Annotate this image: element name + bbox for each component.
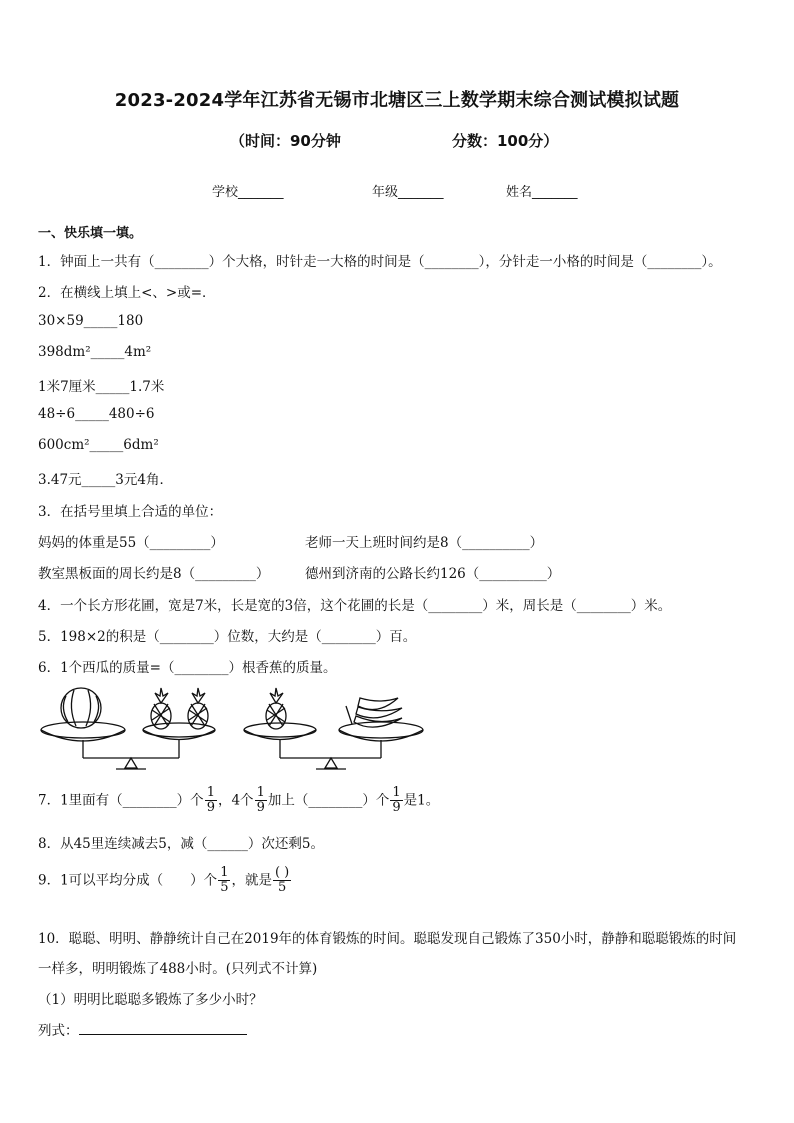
fraction: $\frac{1}{5}$ [220, 865, 229, 896]
question-6: 6．1个西瓜的质量=（________）根香蕉的质量。 [38, 660, 337, 676]
question-10-sub-1: （1）明明比聪聪多锻炼了多少小时？ [38, 992, 263, 1008]
grade-field: 年级_______ [372, 185, 444, 200]
exam-score: 分数：100分） [452, 132, 559, 150]
page-title: 2023-2024学年江苏省无锡市北塘区三上数学期末综合测试模拟试题 [114, 90, 680, 111]
question-2-item: 1米7厘米_____1.7米 [38, 379, 165, 395]
q9-text: ，就是 [231, 872, 272, 889]
question-4: 4．一个长方形花圃，宽是7米，长是宽的3倍，这个花圃的长是（________）米，周长是（________）米。 [38, 598, 672, 614]
fraction: $\frac{1}{9}$ [256, 785, 265, 816]
question-3-a: 妈妈的体重是55（_________） [38, 535, 224, 551]
q7-text: 加上（________）个 [267, 792, 390, 809]
question-8: 8．从45里连续减去5，减（______）次还剩5。 [38, 836, 324, 852]
question-5: 5．198×2的积是（________）位数，大约是（________）百。 [38, 629, 417, 645]
school-field: 学校_______ [212, 185, 284, 200]
question-2-stem: 2．在横线上填上<、>或=． [38, 285, 216, 301]
question-10-line-1: 10．聪聪、明明、静静统计自己在2019年的体育锻炼的时间。聪聪发现自己锻炼了350小时，静静和聪聪锻炼的时间 [38, 931, 737, 947]
question-3-stem: 3．在括号里填上合适的单位： [38, 504, 223, 520]
question-2-item: 398dm²_____4m² [38, 344, 152, 360]
question-1: 1．钟面上一共有（________）个大格，时针走一大格的时间是（________），分针走一小格的时间是（________）。 [38, 254, 722, 270]
question-3-c: 教室黑板面的周长约是8（_________） [38, 566, 270, 582]
fraction: $\frac{1}{9}$ [206, 785, 215, 816]
answer-blank[interactable] [79, 1020, 247, 1035]
section-heading: 一、快乐填一填。 [38, 226, 143, 241]
answer-label: 列式： [38, 1023, 79, 1039]
fraction: $\frac{( )}{5}$ [274, 865, 290, 896]
q9-text: 9．1可以平均分成（ ）个 [38, 872, 218, 889]
q7-text: 7．1里面有（________）个 [38, 792, 204, 809]
question-2-item: 3.47元_____3元4角． [38, 472, 173, 488]
balance-scale-illustration [36, 684, 426, 776]
question-2-item: 30×59_____180 [38, 313, 144, 329]
question-10-line-2: 一样多，明明锻炼了488小时。(只列式不计算) [38, 961, 318, 977]
name-field: 姓名_______ [506, 185, 578, 200]
question-9 [38, 866, 292, 896]
q7-text: 是1。 [403, 792, 440, 809]
q7-text: ，4个 [217, 792, 254, 809]
answer-row [38, 1019, 247, 1039]
question-3-d: 德州到济南的公路长约126（__________） [305, 566, 561, 582]
question-3-b: 老师一天上班时间约是8（__________） [305, 535, 544, 551]
question-7 [38, 786, 439, 816]
question-2-item: 48÷6_____480÷6 [38, 406, 155, 422]
fraction: $\frac{1}{9}$ [392, 785, 401, 816]
exam-time: （时间：90分钟 [230, 132, 341, 150]
question-2-item: 600cm²_____6dm² [38, 437, 159, 453]
